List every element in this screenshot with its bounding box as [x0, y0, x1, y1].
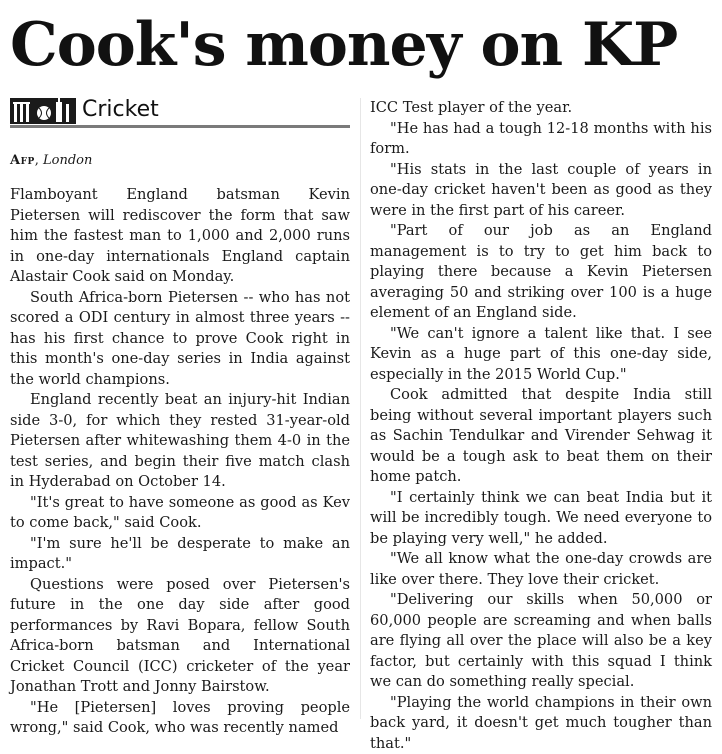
section-rule: [10, 125, 350, 128]
paragraph: "We all know what the one-day crowds are like over there. They love their cricket.: [370, 549, 712, 590]
paragraph: Questions were posed over Pietersen's future in the one day side after good performances by Ravi Bopara, fellow South Africa-born batsman and International Cricket Council (ICC) cricketer of the year Jonathan Trott and Jonny Bairstow.: [10, 575, 350, 698]
headline: Cook's money on KP: [10, 4, 715, 86]
paragraph: "He has had a tough 12-18 months with his form.: [370, 119, 712, 160]
paragraph: South Africa-born Pietersen -- who has not scored a ODI century in almost three years -- has his first chance to prove Cook right in this month's one-day series in India against the world champions.: [10, 288, 350, 391]
article-column-left: [10, 185, 350, 719]
paragraph: "It's great to have someone as good as Kev to come back," said Cook.: [10, 493, 350, 534]
section-header: [10, 96, 350, 130]
paragraph: "He [Pietersen] loves proving people wrong," said Cook, who was recently named: [10, 698, 350, 739]
paragraph: "His stats in the last couple of years in one-day cricket haven't been as good as they were in the first part of his career.: [370, 160, 712, 222]
paragraph: "I certainly think we can beat India but it will be incredibly tough. We need everyone to be playing very well," he added.: [370, 488, 712, 550]
paragraph: "Delivering our skills when 50,000 or 60,000 people are screaming and when balls are flying all over the place will also be a key factor, but certainly with this squad I think we can do something really special.: [370, 590, 712, 693]
cricket-logo-icon: [10, 98, 76, 124]
paragraph: ICC Test player of the year.: [370, 98, 712, 119]
byline-agency: Afp: [10, 153, 35, 168]
paragraph: England recently beat an injury-hit Indian side 3-0, for which they rested 31-year-old Pietersen after whitewashing them 4-0 in the test series, and begin their five match clash in Hyderabad on October 14.: [10, 390, 350, 493]
paragraph: "Playing the world champions in their own back yard, it doesn't get much tougher than that.": [370, 693, 712, 754]
article-column-right: [370, 98, 712, 719]
paragraph: Cook admitted that despite India still being without several important players such as Sachin Tendulkar and Virender Sehwag it would be a tough ask to beat them on their home patch.: [370, 385, 712, 488]
column-divider: [360, 98, 361, 719]
paragraph: "I'm sure he'll be desperate to make an impact.": [10, 534, 350, 575]
byline: Afp, London: [10, 152, 92, 170]
byline-location: London: [43, 153, 92, 168]
paragraph: Flamboyant England batsman Kevin Pietersen will rediscover the form that saw him the fastest man to 1,000 and 2,000 runs in one-day internationals England captain Alastair Cook said on Monday.: [10, 185, 350, 288]
paragraph: "We can't ignore a talent like that. I see Kevin as a huge part of this one-day side, especially in the 2015 World Cup.": [370, 324, 712, 386]
section-label: Cricket: [82, 96, 159, 124]
paragraph: "Part of our job as an England management is to try to get him back to playing there because a Kevin Pietersen averaging 50 and striking over 100 is a huge element of an England side.: [370, 221, 712, 324]
